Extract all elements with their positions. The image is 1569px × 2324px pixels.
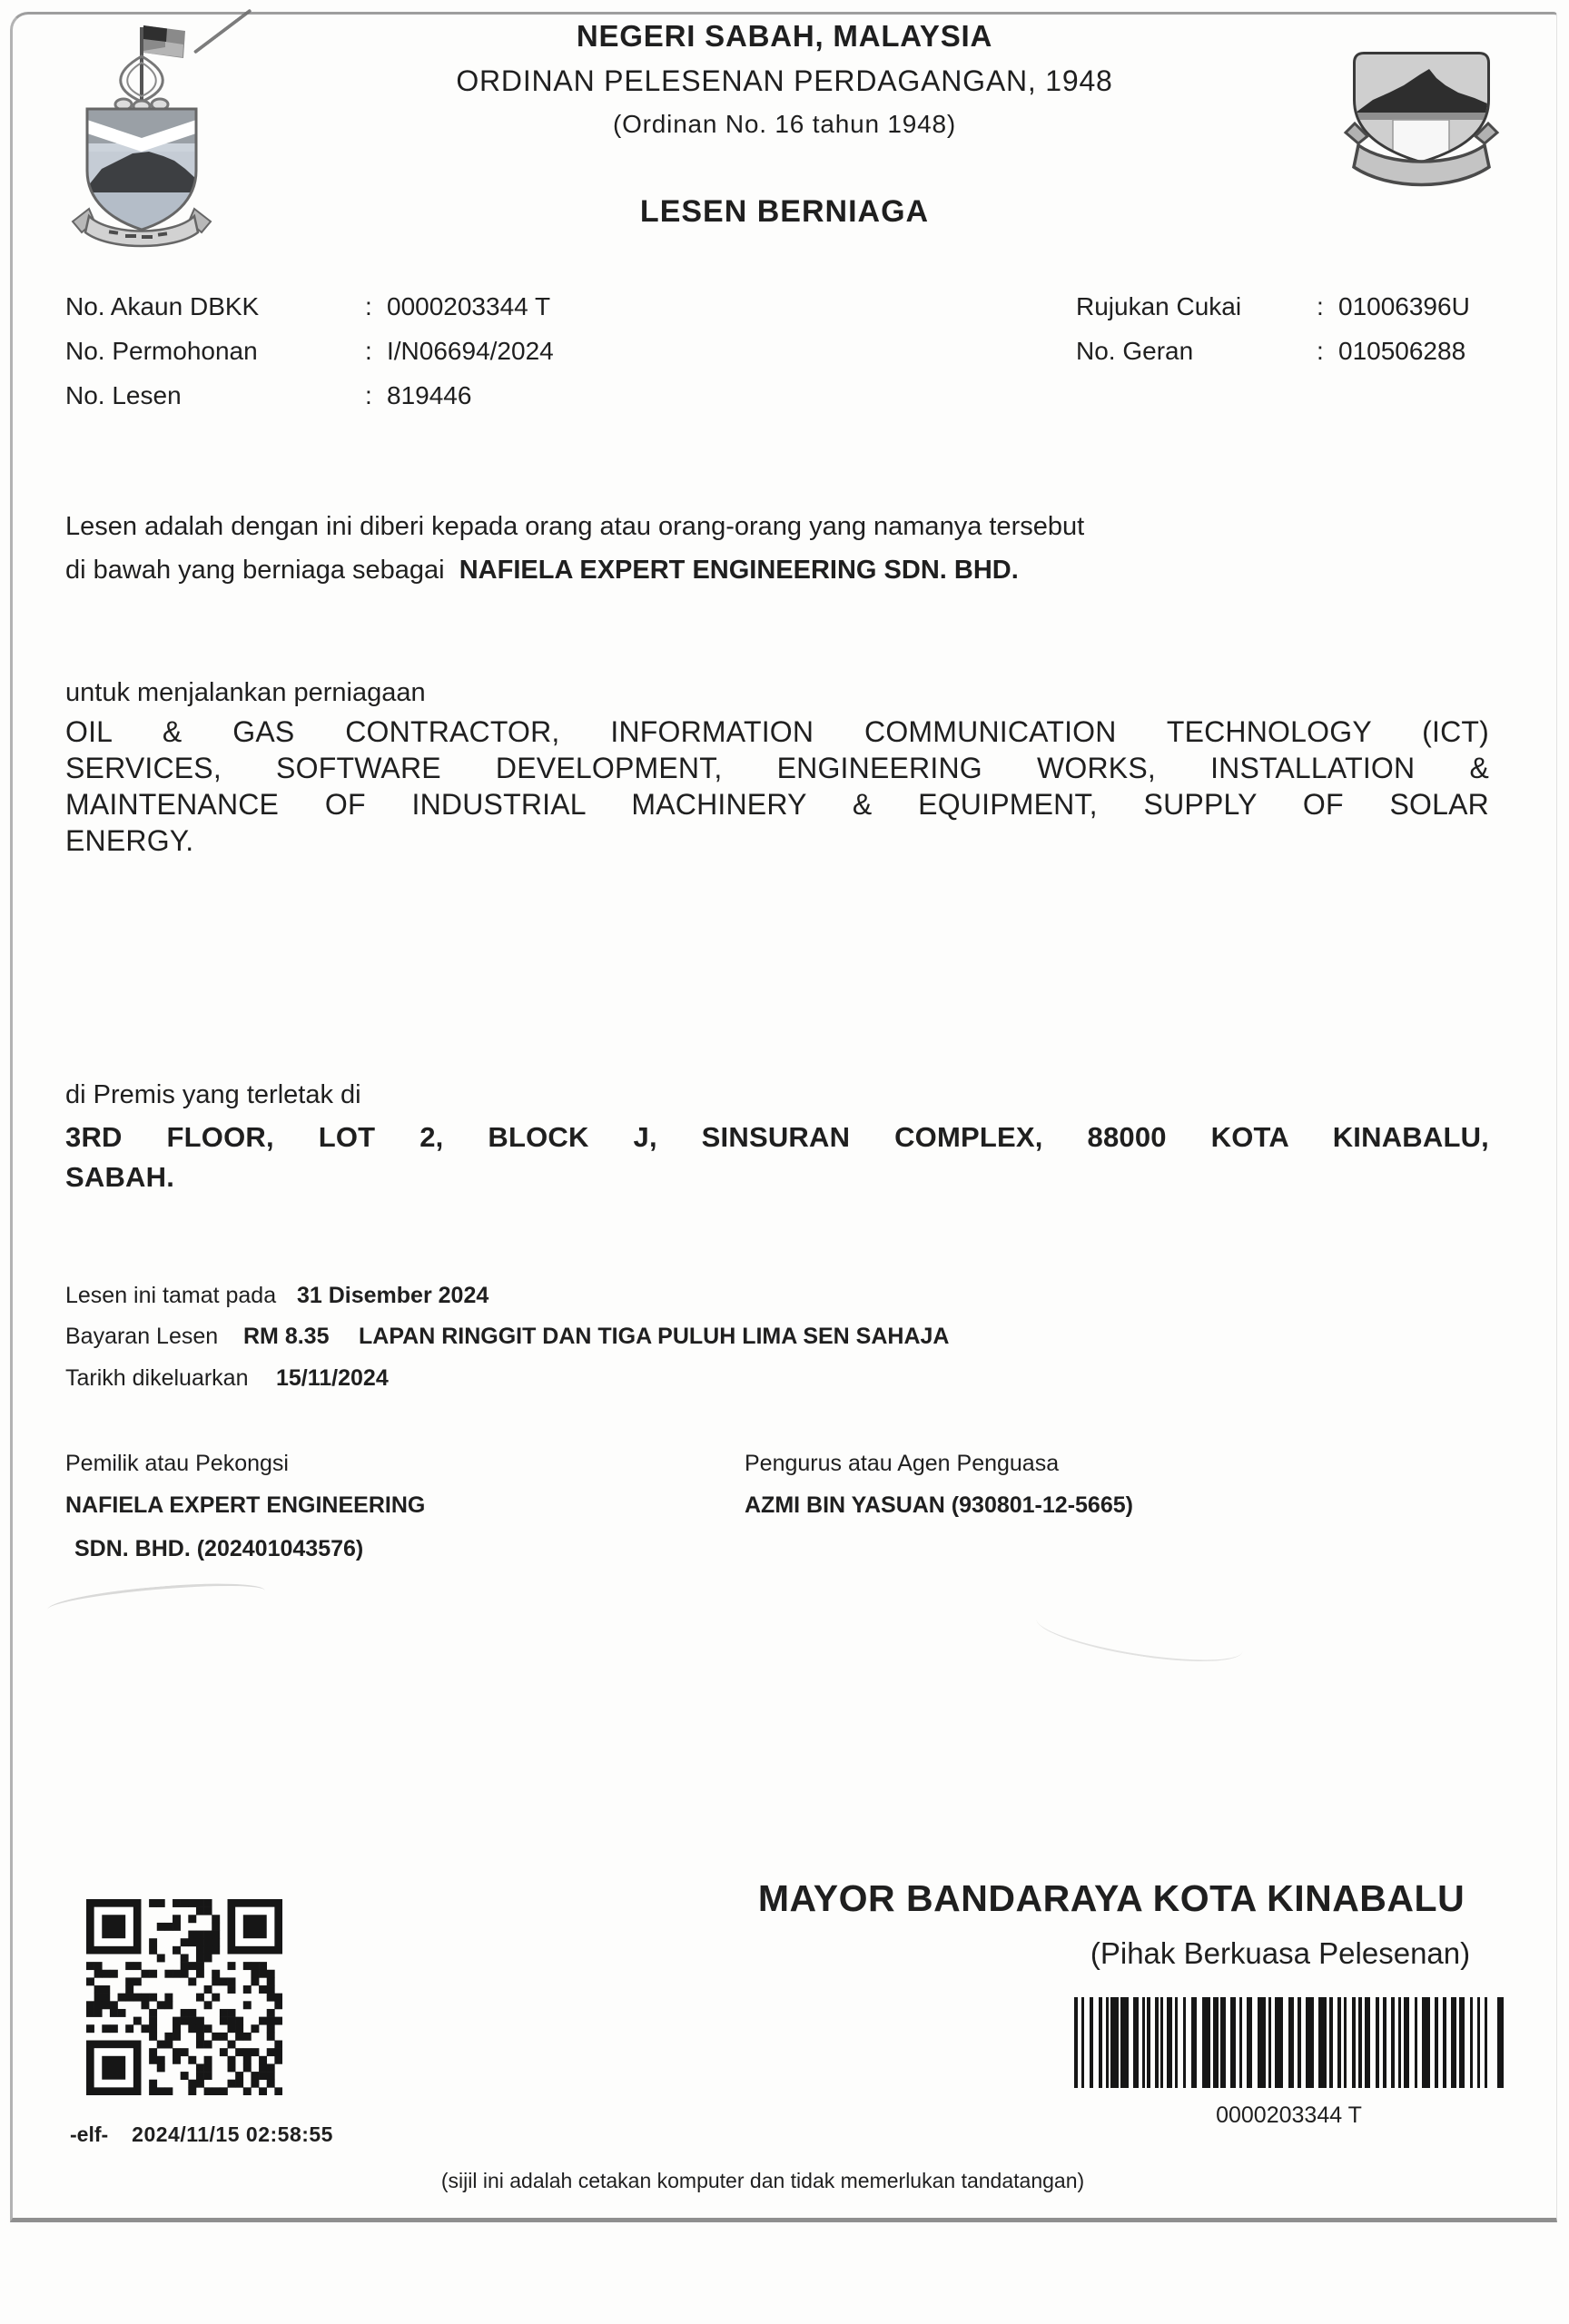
info-colon: : [365,381,372,409]
premises-address [65,1118,1489,1197]
expiry-label: Lesen ini tamat pada [65,1283,277,1308]
info-colon: : [1317,337,1324,365]
grant-line1: Lesen adalah dengan ini diberi kepada orang atau orang-orang yang namanya tersebut [65,512,1085,541]
company-name: NAFIELA EXPERT ENGINEERING SDN. BHD. [459,556,1019,585]
info-value: 819446 [387,381,472,409]
expiry-value: 31 Disember 2024 [297,1283,489,1308]
qr-caption [70,2122,333,2147]
account-row-permohonan [65,337,554,366]
state-title: NEGERI SABAH, MALAYSIA [576,19,993,53]
info-label: Rujukan Cukai [1076,292,1242,320]
barcode-icon [1074,1997,1504,2088]
address-line: 3RD FLOOR, LOT 2, BLOCK J, SINSURAN COMPLEX, 88000 KOTA KINABALU, [65,1121,1489,1153]
issued-label: Tarikh dikeluarkan [65,1365,249,1391]
info-label: No. Akaun DBKK [65,292,260,320]
manager-name: AZMI BIN YASUAN (930801-12-5665) [745,1492,1133,1518]
info-label: No. Lesen [65,381,182,409]
info-value: 0000203344 T [387,292,551,320]
grant-paragraph [65,505,1482,592]
qr-code-icon [86,1899,282,2095]
owner-name-line1: NAFIELA EXPERT ENGINEERING [65,1492,426,1518]
owner-label: Pemilik atau Pekongsi [65,1451,289,1476]
issued-value: 15/11/2024 [276,1365,389,1391]
mayor-title: MAYOR BANDARAYA KOTA KINABALU [757,1877,1465,1919]
account-row-lesen [65,381,471,410]
description-line: SERVICES, SOFTWARE DEVELOPMENT, ENGINEERING WORKS, INSTALLATION & [65,752,1489,784]
business-intro: untuk menjalankan perniagaan [65,678,426,707]
qr-caption-label: -elf- [70,2122,109,2146]
info-value: I/N06694/2024 [387,337,554,365]
info-label: No. Geran [1076,337,1194,365]
description-line: ENERGY. [65,824,194,857]
expiry-row [65,1283,1482,1321]
manager-label: Pengurus atau Agen Penguasa [745,1451,1060,1476]
address-line: SABAH. [65,1161,175,1193]
business-description [65,714,1489,859]
ordinance-title: ORDINAN PELESENAN PERDAGANGAN, 1948 [456,64,1113,97]
fee-row [65,1324,1482,1362]
description-line: OIL & GAS CONTRACTOR, INFORMATION COMMUNICATION TECHNOLOGY (ICT) [65,715,1489,748]
info-value: 010506288 [1338,337,1466,365]
account-row-geran [1076,337,1465,366]
info-colon: : [365,292,372,320]
fee-amount: RM 8.35 [243,1324,330,1349]
qr-caption-timestamp: 2024/11/15 02:58:55 [132,2122,333,2146]
info-colon: : [365,337,372,365]
info-label: No. Permohonan [65,337,258,365]
account-row-dbkk [65,292,550,321]
licensing-authority-subtitle: (Pihak Berkuasa Pelesenan) [1090,1936,1471,1970]
issued-row [65,1365,1482,1403]
info-colon: : [1317,292,1324,320]
barcode-label: 0000203344 T [1216,2102,1362,2128]
owner-name-line2: SDN. BHD. (202401043576) [74,1536,364,1561]
scan-smudge [46,1578,266,1623]
account-row-cukai [1076,292,1470,321]
fee-words: LAPAN RINGGIT DAN TIGA PULUH LIMA SEN SAHAJA [359,1324,950,1349]
grant-line2: di bawah yang berniaga sebagai NAFIELA EXPERT ENGINEERING SDN. BHD. [65,556,1019,585]
computer-print-note: (sijil ini adalah cetakan komputer dan tidak memerlukan tandatangan) [440,2169,1085,2192]
description-line: MAINTENANCE OF INDUSTRIAL MACHINERY & EQUIPMENT, SUPPLY OF SOLAR [65,788,1489,821]
fee-label: Bayaran Lesen [65,1324,219,1349]
info-value: 01006396U [1338,292,1470,320]
premises-intro: di Premis yang terletak di [65,1080,361,1109]
scan-smudge [1033,1598,1246,1671]
ordinance-subtitle: (Ordinan No. 16 tahun 1948) [612,110,957,138]
license-title: LESEN BERNIAGA [639,194,930,229]
